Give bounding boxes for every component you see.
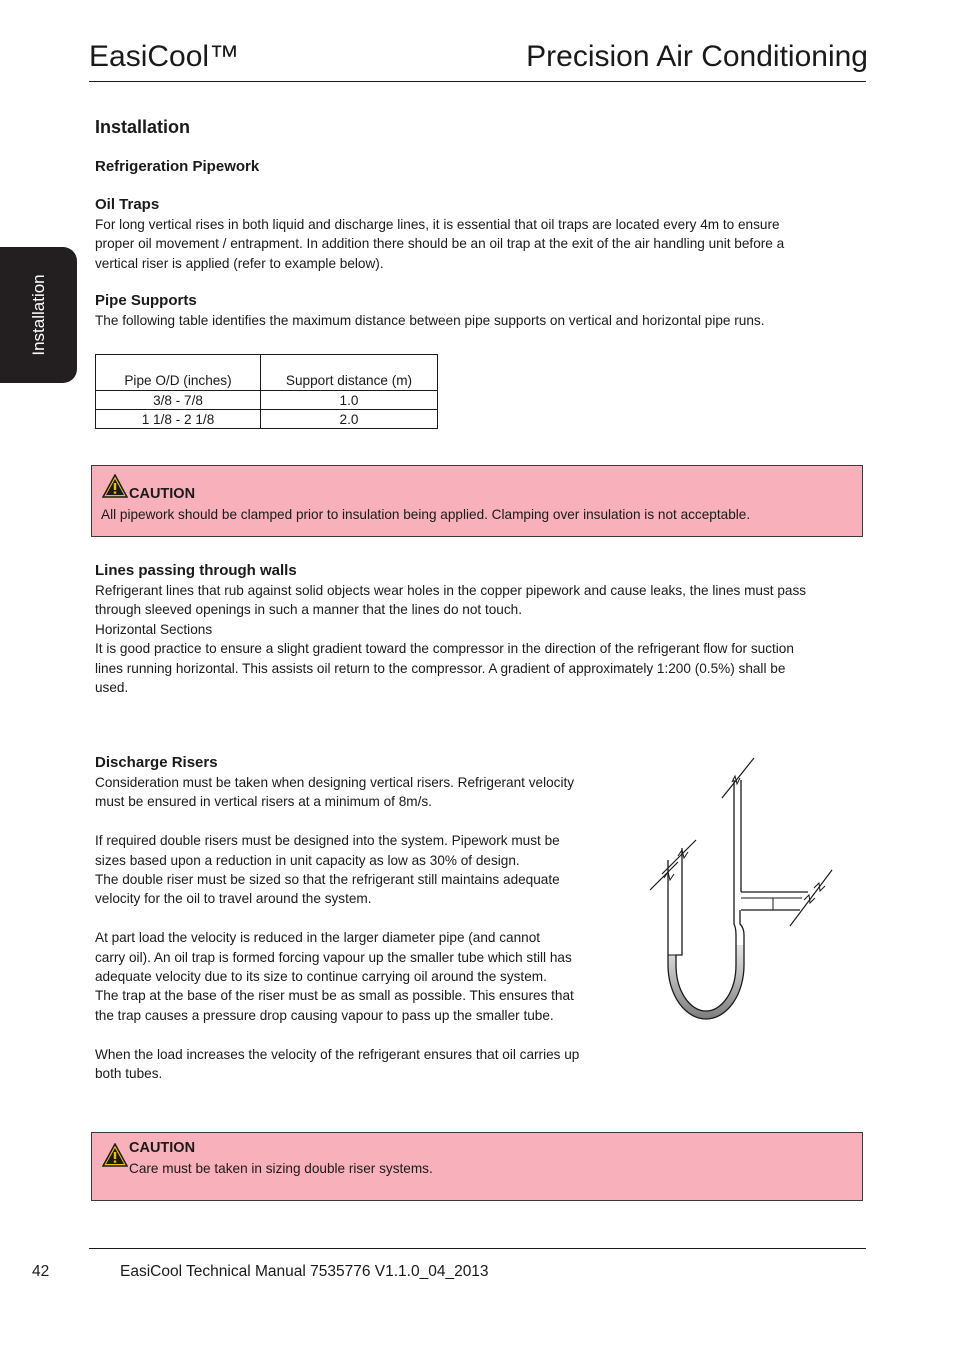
- side-tab-installation[interactable]: [0, 247, 77, 383]
- text-line: carry oil). An oil trap is formed forcing vapour up the smaller tube which still has: [95, 949, 572, 965]
- text-line: Refrigerant lines that rub against solid objects wear holes in the copper pipework and cause leaks, the lines must pass: [95, 583, 807, 598]
- text-line: [95, 909, 615, 928]
- text-line: It is good practice to ensure a slight gradient toward the compressor in the direction of the refrigerant flow for suction: [95, 641, 794, 657]
- caution-box-clamping: [91, 465, 863, 537]
- walls-text: [95, 581, 865, 697]
- break-zigzag: [814, 883, 825, 891]
- table-cell: 3/8 - 7/8: [96, 391, 261, 410]
- header-title: Precision Air Conditioning: [526, 40, 868, 73]
- footer-rule: [89, 1248, 866, 1249]
- side-tab-label: Installation: [29, 274, 48, 356]
- table-cell: 2.0: [261, 410, 438, 429]
- pipe-break-mark: [650, 862, 678, 890]
- pipe-support-table: [95, 354, 438, 429]
- double-riser-diagram: [640, 750, 840, 1030]
- table-cell: 1.0: [261, 391, 438, 410]
- pipe-supports-text: The following table identifies the maximum distance between pipe supports on vertical and horizontal pipe runs.: [95, 313, 765, 328]
- text-line: When the load increases the velocity of the refrigerant ensures that oil carries up: [95, 1046, 580, 1062]
- text-line: At part load the velocity is reduced in the larger diameter pipe (and cannot: [95, 930, 541, 946]
- warning-triangle-icon: [102, 1143, 128, 1167]
- oil-traps-heading: Oil Traps: [95, 196, 160, 213]
- table-row: [96, 410, 438, 429]
- walls-heading: Lines passing through walls: [95, 562, 297, 579]
- text-line: The double riser must be sized so that the refrigerant still maintains adequate: [95, 872, 560, 888]
- table-row: [96, 391, 438, 410]
- text-line: For long vertical rises in both liquid and discharge lines, it is essential that oil traps are located every 4m to ensure: [95, 217, 780, 232]
- oil-trap-fill: [668, 945, 744, 1019]
- text-line: adequate velocity due to its size to continue carrying oil around the system.: [95, 969, 547, 985]
- caution-box-double-riser: [91, 1132, 863, 1201]
- header-rule: [89, 81, 866, 82]
- table-header-cell: Support distance (m): [261, 355, 438, 391]
- footer-manual-title: EasiCool Technical Manual 7535776 V1.1.0_04_2013: [120, 1263, 489, 1280]
- break-zigzag: [664, 872, 674, 880]
- text-line: lines running horizontal. This assists oil return to the compressor. A gradient of approximately 1:200 (0.5%) shall be: [95, 660, 786, 676]
- warning-triangle-icon: [102, 474, 128, 498]
- oil-traps-text: [95, 215, 865, 273]
- text-line: must be ensured in vertical risers at a minimum of 8m/s.: [95, 794, 432, 810]
- text-line: used.: [95, 680, 129, 696]
- text-line: vertical riser is applied (refer to example below).: [95, 255, 384, 271]
- section-title: Installation: [95, 117, 191, 137]
- caution-title: CAUTION: [129, 1140, 196, 1156]
- break-zigzag: [804, 895, 815, 903]
- text-line: Consideration must be taken when designing vertical risers. Refrigerant velocity: [95, 775, 575, 790]
- risers-heading: Discharge Risers: [95, 754, 218, 771]
- text-line: If required double risers must be designed into the system. Pipework must be: [95, 833, 560, 849]
- text-line: Horizontal Sections: [95, 621, 213, 637]
- text-line: [95, 1025, 615, 1044]
- pipe-break-mark: [662, 840, 696, 874]
- pipe-break-mark: [722, 758, 754, 798]
- text-line: sizes based upon a reduction in unit capacity as low as 30% of design.: [95, 852, 520, 868]
- text-line: both tubes.: [95, 1066, 163, 1082]
- section-subtitle: Refrigeration Pipework: [95, 158, 260, 175]
- table-header-cell: Pipe O/D (inches): [96, 355, 261, 391]
- table-cell: 1 1/8 - 2 1/8: [96, 410, 261, 429]
- caution-text: All pipework should be clamped prior to insulation being applied. Clamping over insulation is not acceptable.: [101, 507, 751, 522]
- risers-text: [95, 773, 615, 1083]
- page-number: 42: [32, 1263, 50, 1280]
- text-line: through sleeved openings in such a manner that the lines do not touch.: [95, 602, 522, 618]
- header-brand: EasiCool™: [89, 40, 240, 73]
- large-riser-inner: [676, 848, 736, 1011]
- pipe-supports-heading: Pipe Supports: [95, 292, 197, 309]
- text-line: velocity for the oil to travel around the system.: [95, 891, 372, 907]
- table-header-row: [96, 355, 438, 391]
- text-line: The trap at the base of the riser must be as small as possible. This ensures that: [95, 988, 574, 1004]
- text-line: proper oil movement / entrapment. In addition there should be an oil trap at the exit of the air handling unit before a: [95, 236, 785, 252]
- caution-title: CAUTION: [129, 486, 196, 502]
- text-line: the trap causes a pressure drop causing vapour to pass up the smaller tube.: [95, 1007, 554, 1023]
- caution-text: Care must be taken in sizing double riser systems.: [129, 1161, 433, 1176]
- text-line: [95, 812, 615, 831]
